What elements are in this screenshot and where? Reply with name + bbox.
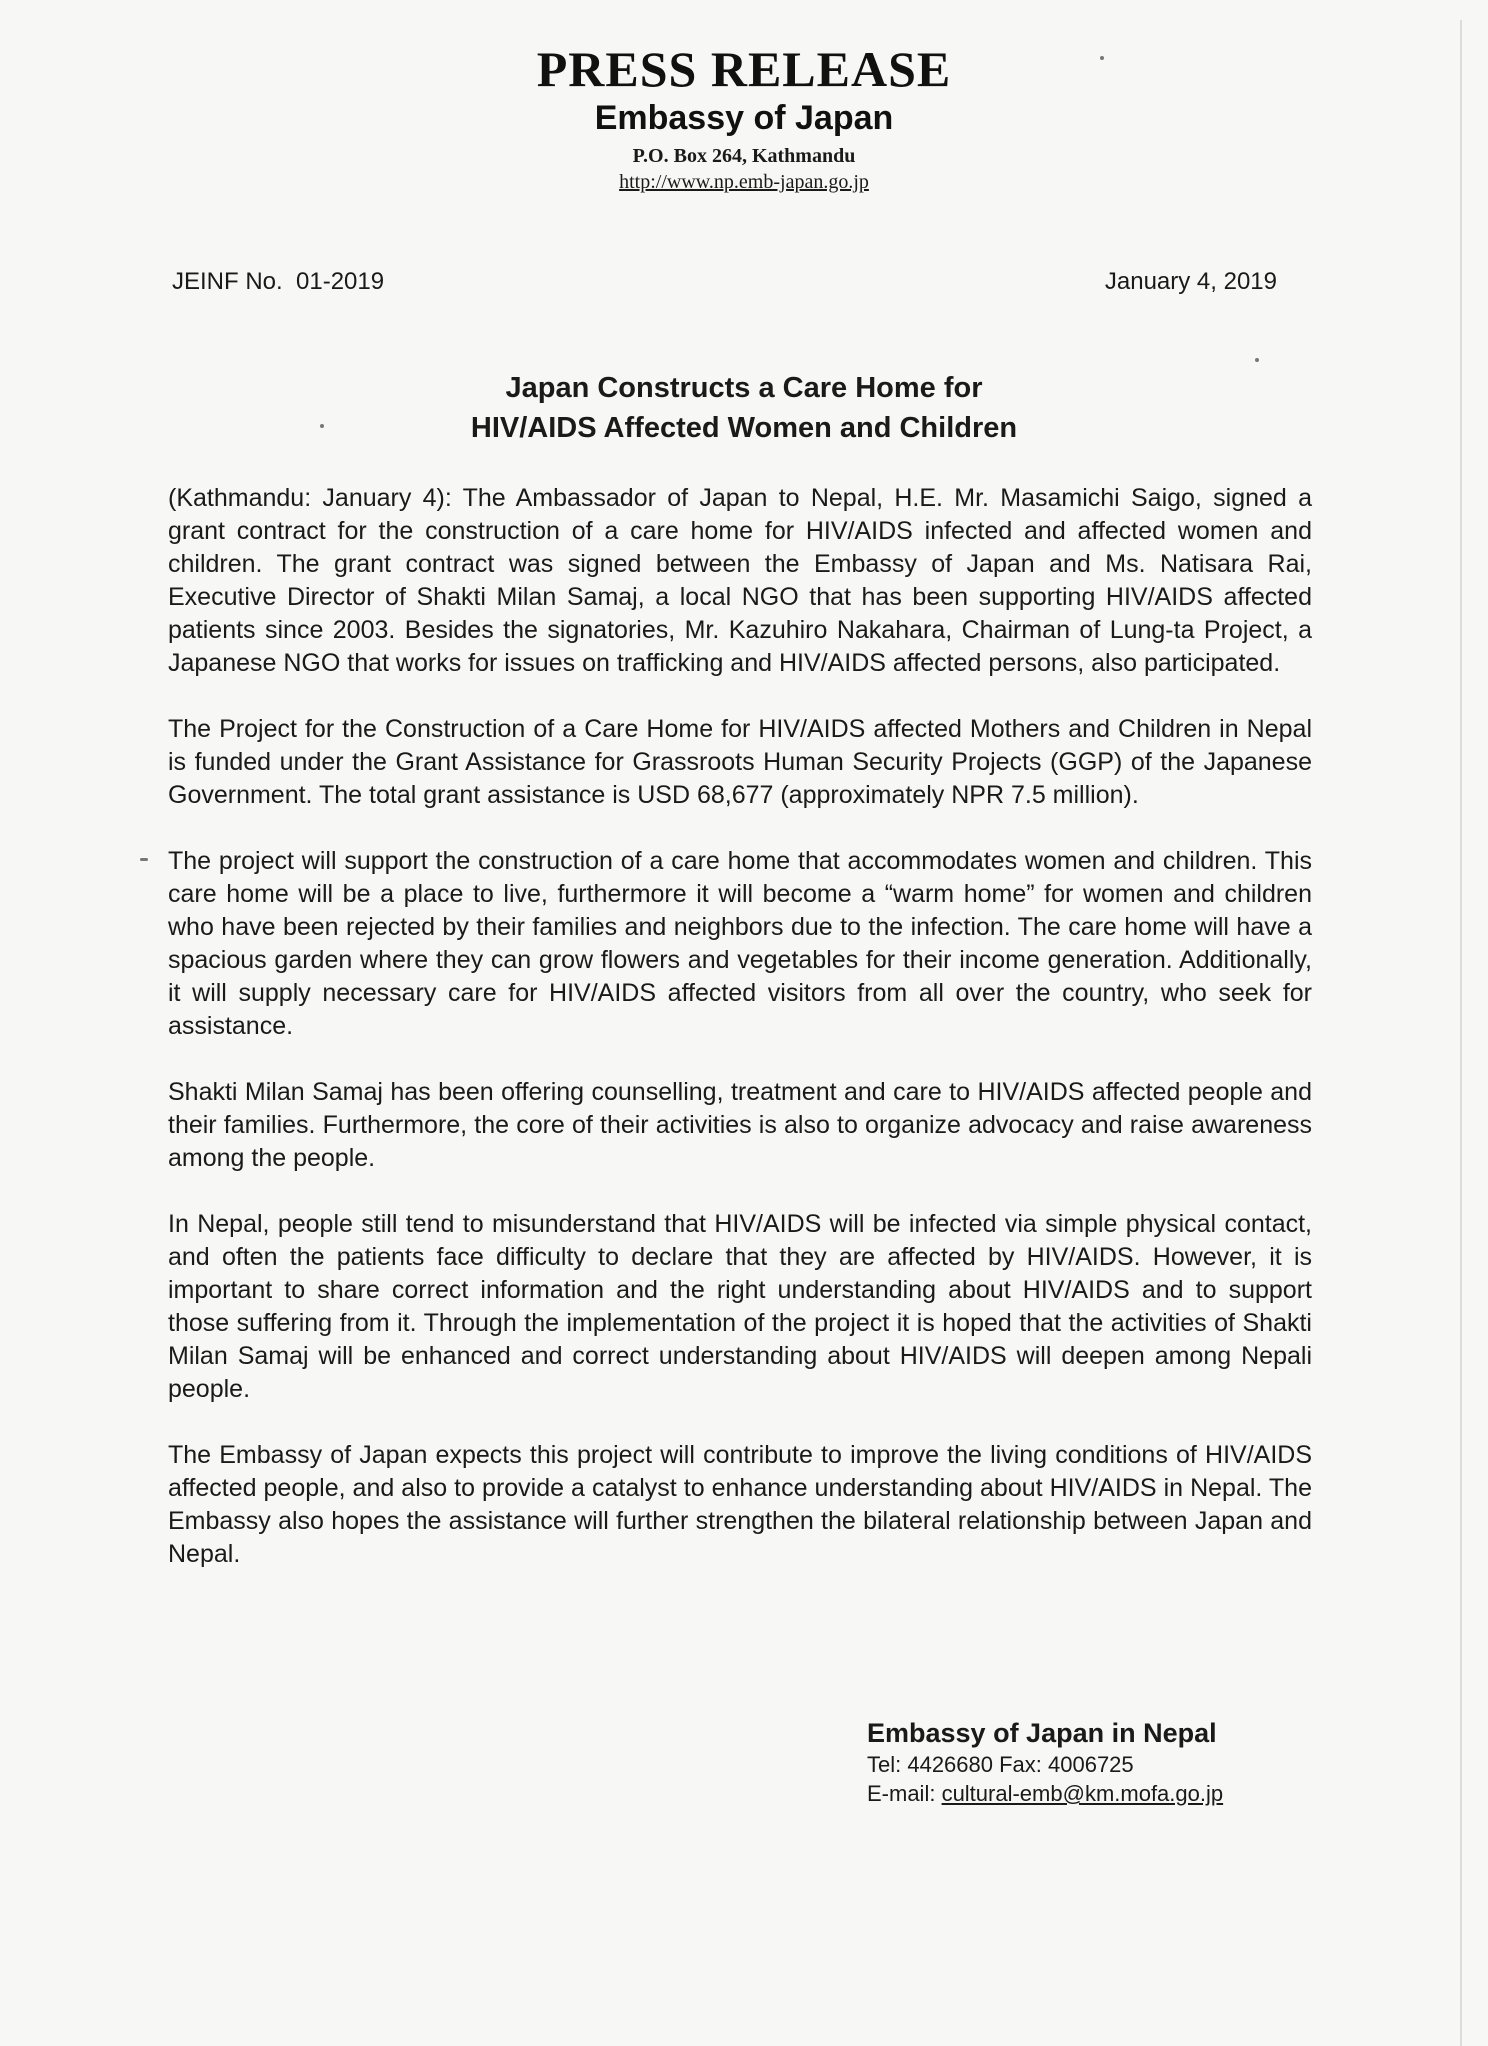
headline-line-1: Japan Constructs a Care Home for [505, 372, 983, 404]
press-release-title: PRESS RELEASE [536, 41, 952, 97]
reference-row [172, 268, 1277, 296]
headline [0, 368, 1488, 448]
paragraph: (Kathmandu: January 4): The Ambassador of Japan to Nepal, H.E. Mr. Masamichi Saigo, signed a grant contract for the construction of a care home for HIV/AIDS infected and affected women and children. The grant contract was signed between the Embassy of Japan and Ms. Natisara Rai, Executive Director of Shakti Milan Samaj, a local NGO that has been supporting HIV/AIDS affected patients since 2003. Besides the signatories, Mr. Kazuhiro Nakahara, Chairman of Lung-ta Project, a Japanese NGO that works for issues on trafficking and HIV/AIDS affected persons, also participated. [168, 484, 1312, 677]
reference-number: JEINF No. 01-2019 [172, 268, 385, 295]
email-label: E-mail: [867, 1781, 942, 1806]
scan-speck [1255, 358, 1259, 362]
contact-email [867, 1779, 1223, 1808]
paragraph: In Nepal, people still tend to misunderstand that HIV/AIDS will be infected via simple physical contact, and often the patients face difficulty to declare that they are affected by HIV/AIDS. However, it is important to share correct information and the right understanding about HIV/AIDS and to support those suffering from it. Through the implementation of the project it is hoped that the activities of Shakti Milan Samaj will be enhanced and correct understanding about HIV/AIDS will deepen among Nepali people. [168, 1210, 1312, 1403]
paragraph: The Project for the Construction of a Care Home for HIV/AIDS affected Mothers and Children in Nepal is funded under the Grant Assistance for Grassroots Human Security Projects (GGP) of the Japanese Government. The total grant assistance is USD 68,677 (approximately NPR 7.5 million). [168, 715, 1312, 809]
release-date: January 4, 2019 [1104, 268, 1277, 295]
paragraph: Shakti Milan Samaj has been offering counselling, treatment and care to HIV/AIDS affected people and their families. Furthermore, the core of their activities is also to organize advocacy and raise awareness among the people. [168, 1078, 1312, 1172]
signature-name: Embassy of Japan in Nepal [867, 1718, 1217, 1748]
email-link[interactable]: cultural-emb@km.mofa.go.jp [941, 1781, 1224, 1806]
scan-speck [320, 424, 324, 428]
scan-speck [1100, 56, 1104, 60]
scan-speck [140, 858, 148, 861]
headline-line-2: HIV/AIDS Affected Women and Children [470, 412, 1018, 444]
embassy-name: Embassy of Japan [594, 99, 894, 137]
embassy-website-link[interactable]: http://www.np.emb-japan.go.jp [619, 171, 869, 193]
letterhead [0, 40, 1488, 194]
scan-page-edge [1460, 20, 1462, 2046]
contact-tel-fax: Tel: 4426680 Fax: 4006725 [867, 1752, 1134, 1777]
postal-address: P.O. Box 264, Kathmandu [632, 145, 856, 167]
paragraph: The Embassy of Japan expects this project will contribute to improve the living conditions of HIV/AIDS affected people, and also to provide a catalyst to enhance understanding about HIV/AIDS in Nepal. The Embassy also hopes the assistance will further strengthen the bilateral relationship between Japan and Nepal. [168, 1441, 1312, 1568]
signature-block [867, 1716, 1223, 1808]
article-body [168, 482, 1312, 1604]
paragraph: The project will support the construction of a care home that accommodates women and children. This care home will be a place to live, furthermore it will become a “warm home” for women and children who have been rejected by their families and neighbors due to the infection. The care home will have a spacious garden where they can grow flowers and vegetables for their income generation. Additionally, it will supply necessary care for HIV/AIDS affected visitors from all over the country, who seek for assistance. [168, 847, 1312, 1040]
